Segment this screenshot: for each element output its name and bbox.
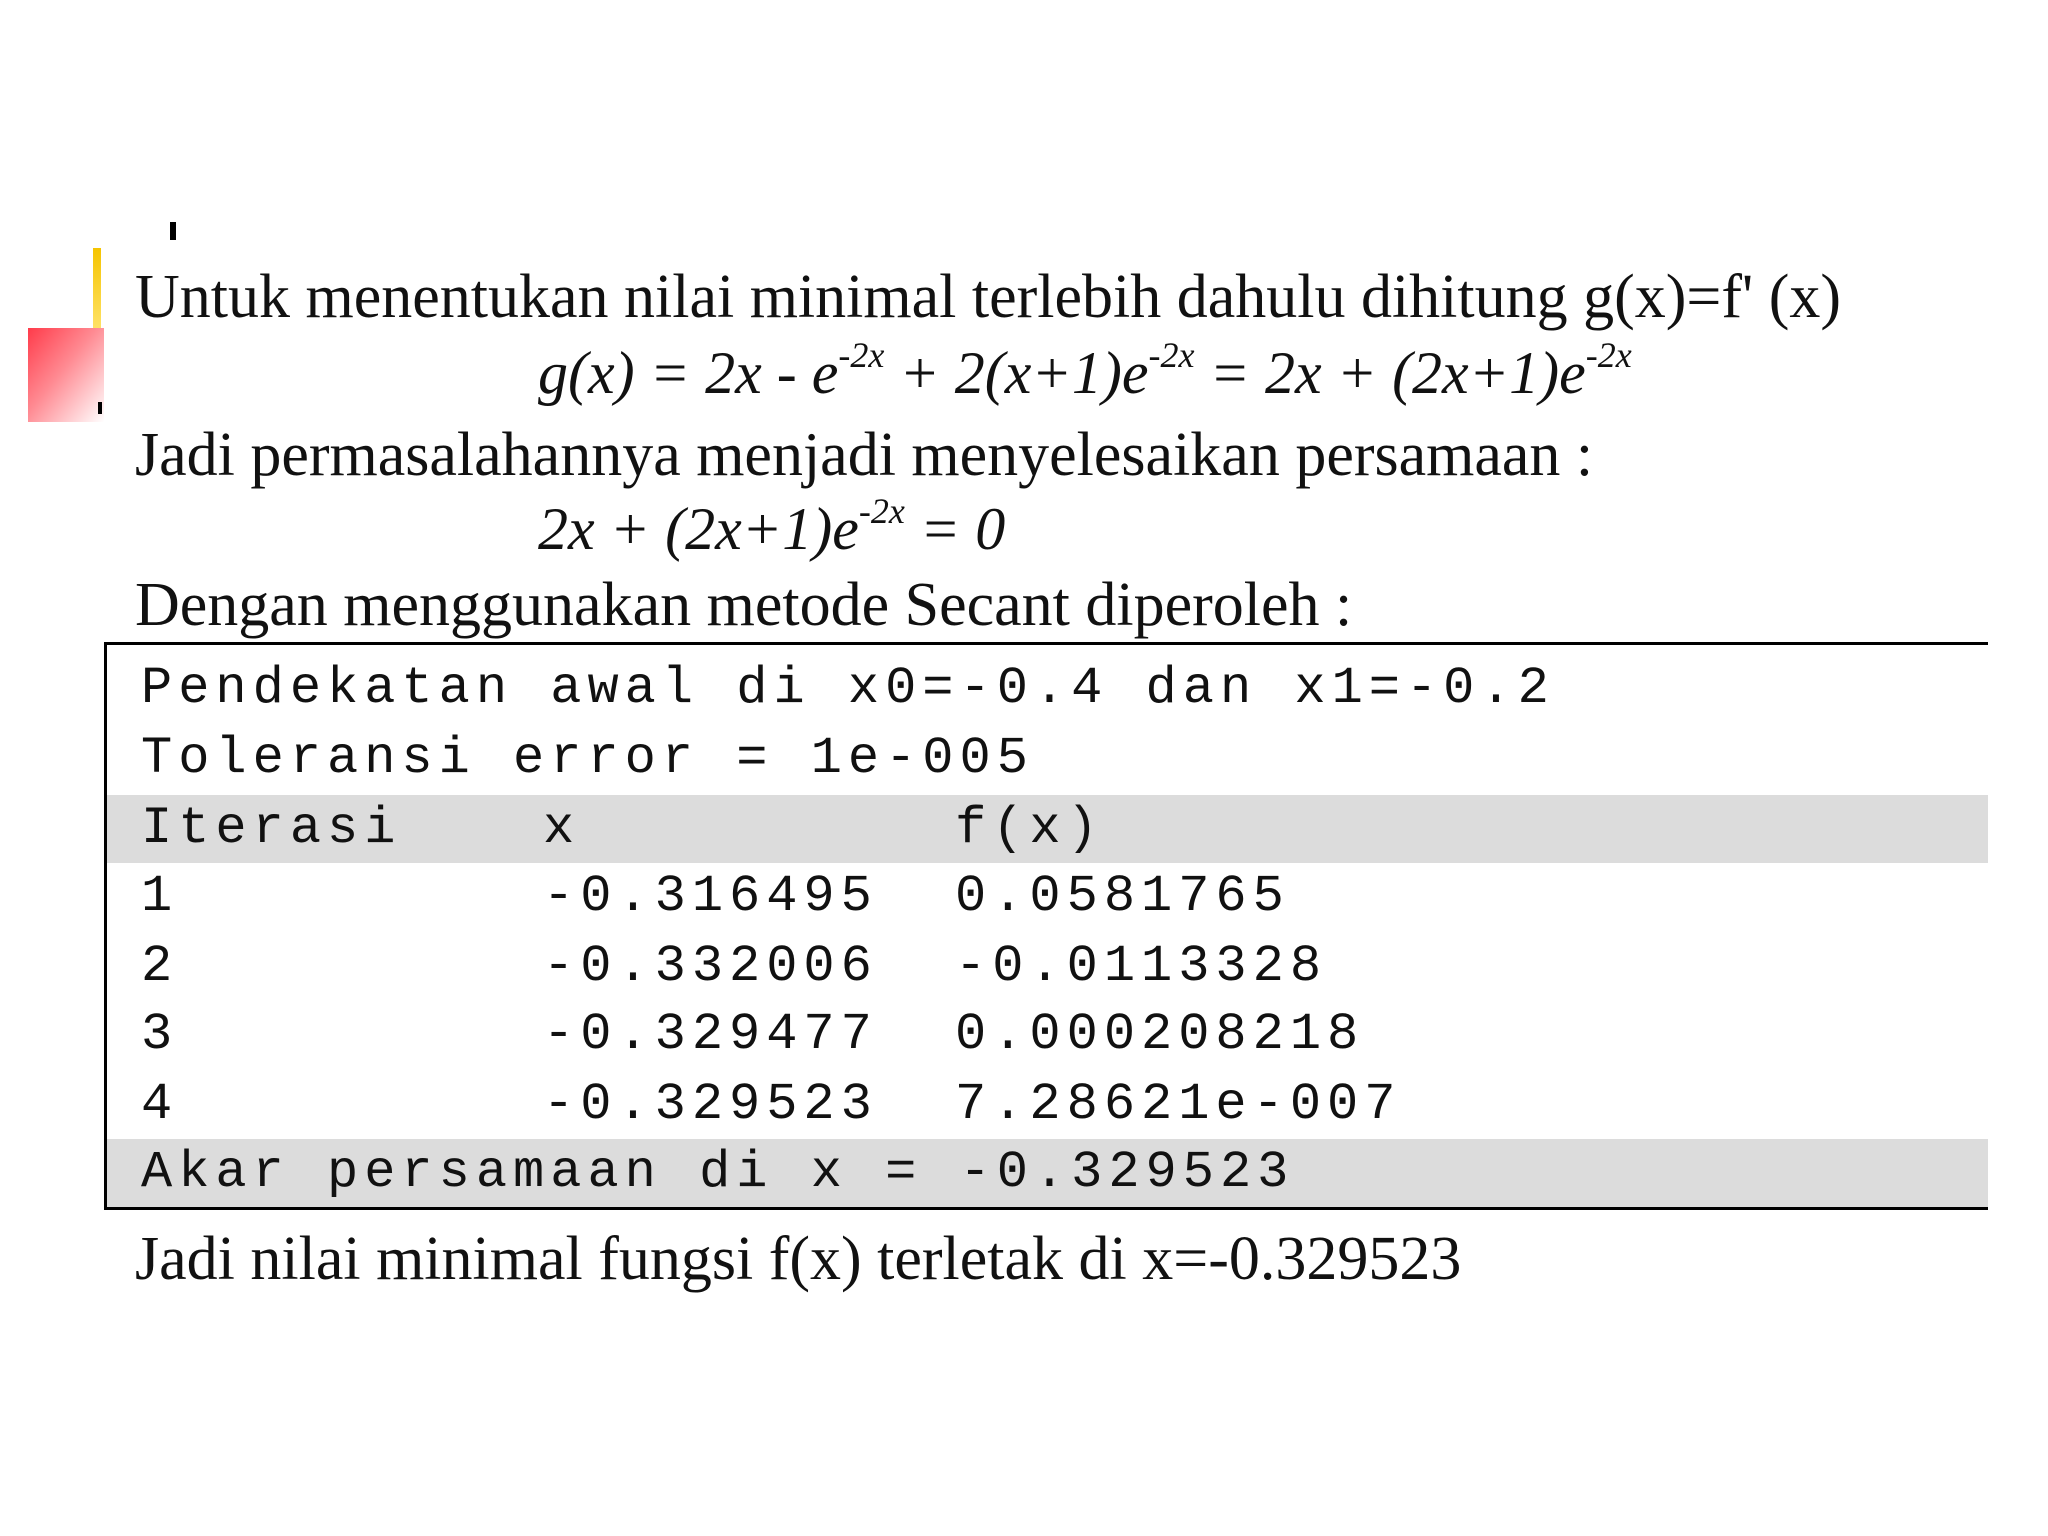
table-row: [107, 1071, 1988, 1139]
output-header-row: [107, 795, 1988, 863]
program-output-box: [104, 642, 1988, 1210]
cell-fx: 0.000208218: [955, 1005, 1365, 1064]
cell-fx: 7.28621e-007: [955, 1075, 1402, 1134]
cell-iterasi: 2: [141, 937, 179, 996]
cell-fx: -0.0113328: [955, 937, 1328, 996]
formula-g-part2: + 2(x+1)e: [884, 340, 1149, 406]
accent-tick: [98, 402, 102, 414]
cell-x: -0.329523: [543, 1075, 878, 1134]
output-tolerance: Toleransi error = 1e-005: [141, 729, 1034, 788]
output-root-row: [107, 1139, 1988, 1207]
formula-equation: [538, 491, 1006, 564]
cell-x: -0.332006: [543, 937, 878, 996]
conclusion-text: Jadi nilai minimal fungsi f(x) terletak di x=-0.329523: [135, 1225, 1462, 1293]
cell-iterasi: 4: [141, 1075, 179, 1134]
formula-g-exp2: -2x: [1148, 335, 1195, 375]
output-root: Akar persamaan di x = -0.329523: [141, 1143, 1295, 1202]
table-row: [107, 933, 1988, 1001]
problem-text: Jadi permasalahannya menjadi menyelesaikan persamaan :: [135, 421, 1594, 489]
formula-g-exp1: -2x: [838, 335, 885, 375]
output-initial-row: [107, 655, 1988, 723]
cell-x: -0.329477: [543, 1005, 878, 1064]
formula-g-exp3: -2x: [1585, 335, 1632, 375]
table-row: [107, 1001, 1988, 1069]
bullet-marker: [170, 222, 176, 240]
intro-text: Untuk menentukan nilai minimal terlebih dahulu dihitung g(x)=f' (x): [135, 263, 1841, 331]
cell-fx: 0.0581765: [955, 867, 1290, 926]
output-tolerance-row: [107, 725, 1988, 793]
formula-eq-part2: = 0: [904, 496, 1006, 562]
cell-x: -0.316495: [543, 867, 878, 926]
formula-eq-part1: 2x + (2x+1)e: [538, 496, 859, 562]
formula-g: [538, 335, 1632, 408]
table-row: [107, 863, 1988, 931]
header-x: x: [543, 799, 581, 858]
formula-eq-exp1: -2x: [858, 491, 905, 531]
cell-iterasi: 1: [141, 867, 179, 926]
header-fx: f(x): [955, 799, 1104, 858]
output-initial: Pendekatan awal di x0=-0.4 dan x1=-0.2: [141, 659, 1555, 718]
formula-g-part3: = 2x + (2x+1)e: [1194, 340, 1586, 406]
header-iterasi: Iterasi: [141, 799, 402, 858]
cell-iterasi: 3: [141, 1005, 179, 1064]
formula-g-part1: g(x) = 2x - e: [538, 340, 839, 406]
accent-square-red: [28, 328, 104, 422]
method-text: Dengan menggunakan metode Secant diperoleh :: [135, 571, 1353, 639]
accent-bar-yellow: [93, 248, 101, 332]
